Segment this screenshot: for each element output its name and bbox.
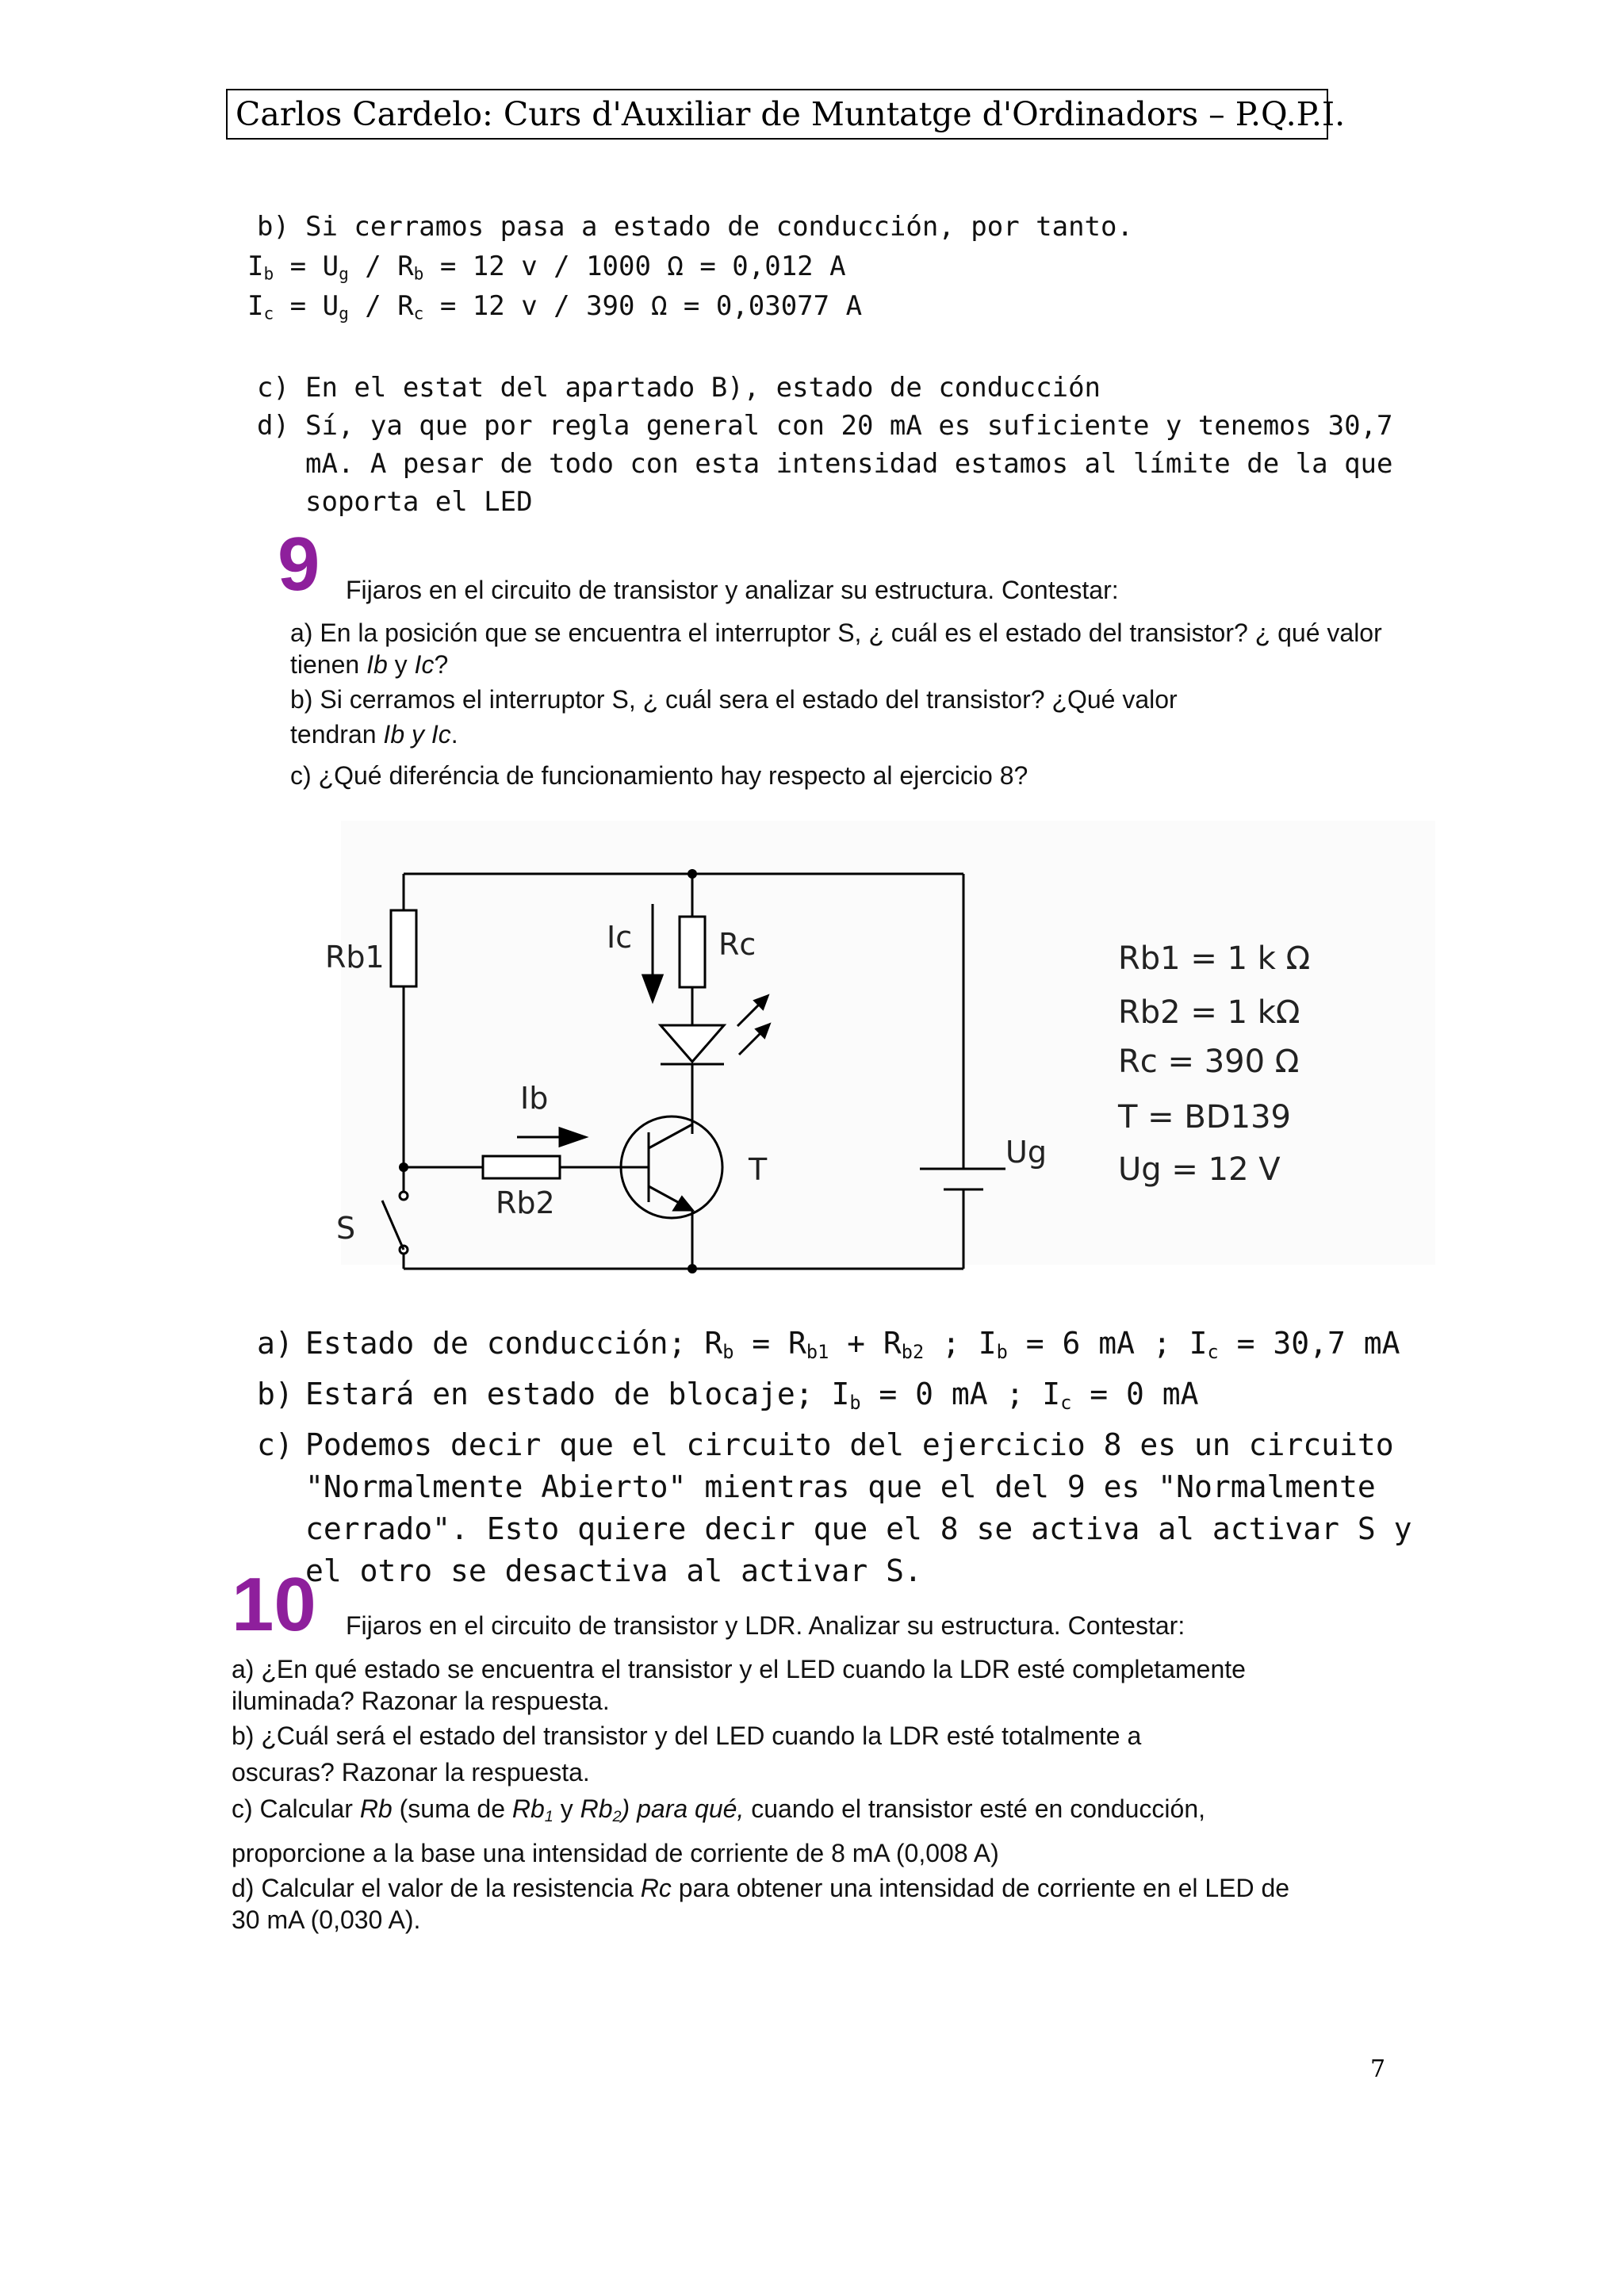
answer-c: c) En el estat del apartado B), estado de conducción bbox=[257, 372, 1101, 404]
exercise-9-question-c: c) ¿Qué diferéncia de funcionamiento hay respecto al ejercicio 8? bbox=[290, 761, 1028, 790]
exercise-9-question-b-line1: b) Si cerramos el interruptor S, ¿ cuál sera el estado del transistor? ¿Qué valor bbox=[290, 685, 1178, 714]
label-ic: Ic bbox=[607, 920, 633, 955]
exercise-9-answer-b: b) Estará en estado de blocaje; $I_b = 0$ mA ; $I_c = 0$ mA bbox=[257, 1376, 1199, 1414]
exercise-9-answers bbox=[257, 1323, 1431, 1592]
header-title: Carlos Cardelo: Curs d'Auxiliar de Muntatge d'Ordinadors – P.Q.P.I. bbox=[236, 95, 1346, 133]
exercise-9-answer-c: c) Podemos decir que el circuito del ejercicio 8 es un circuito "Normalmente Abierto" mientras que el del 9 es "Normalmente cerrado". Esto quiere decir que el 8 se activa al activar S y el otro se desactiva al activar S. bbox=[257, 1427, 1412, 1588]
exercise-10-intro: Fijaros en el circuito de transistor y LDR. Analizar su estructura. Contestar: bbox=[346, 1611, 1185, 1640]
answer-b: b) Si cerramos pasa a estado de conducción, por tanto. bbox=[257, 211, 1133, 243]
battery-ug bbox=[920, 1169, 1005, 1189]
exercise-10-question-a: a) ¿En qué estado se encuentra el transistor y el LED cuando la LDR esté completamente iluminada? Razonar la respuesta. bbox=[232, 1655, 1246, 1715]
value-ug: Ug = 12 V bbox=[1118, 1151, 1281, 1188]
value-rc: Rc = 390 Ω bbox=[1118, 1044, 1300, 1080]
ib-current-arrow bbox=[517, 1128, 585, 1146]
ic-current-arrow bbox=[643, 904, 662, 1001]
label-ug: Ug bbox=[1005, 1135, 1047, 1170]
label-ib: Ib bbox=[520, 1081, 549, 1116]
switch-s bbox=[382, 1192, 408, 1254]
exercise-10-number: 10 bbox=[232, 1562, 316, 1647]
ic-formula: $I_c = U_g / R_c = 12$ v / 390 Ω = 0,03077 A bbox=[247, 290, 863, 324]
value-rb1: Rb1 = 1 k Ω bbox=[1118, 940, 1311, 977]
rb1-resistor bbox=[391, 910, 416, 986]
label-s: S bbox=[336, 1211, 356, 1246]
exercise-9-question-b-line2: tendran Ib y Ic. bbox=[290, 720, 458, 749]
exercise-9-question-a: a) En la posición que se encuentra el interruptor S, ¿ cuál es el estado del transistor? ¿ qué valor tienen Ib y Ic? bbox=[290, 618, 1382, 679]
exercise-10-question-d: d) Calcular el valor de la resistencia Rc para obtener una intensidad de corriente en el LED de 30 mA (0,030 A). bbox=[232, 1873, 1290, 1934]
transistor-symbol bbox=[621, 1116, 722, 1218]
exercise-10-question-b: b) ¿Cuál será el estado del transistor y del LED cuando la LDR esté totalmente a oscuras? Razonar la respuesta. bbox=[232, 1721, 1142, 1787]
exercise-9-answer-a: a) Estado de conducción; $R_b = R_{b1} + R_{b2}$ ; $I_b = 6$ mA ; $I_c = 30,7$ mA bbox=[257, 1326, 1400, 1363]
rb2-resistor bbox=[483, 1156, 560, 1178]
ib-formula: $I_b = U_g / R_b = 12$ v / 1000 Ω = 0,012 A bbox=[247, 251, 846, 284]
answer-d: d) Sí, ya que por regla general con 20 mA es suficiente y tenemos 30,7 mA. A pesar de todo con esta intensidad estamos al límite de la que soporta el LED bbox=[257, 410, 1393, 518]
exercise-9-intro: Fijaros en el circuito de transistor y analizar su estructura. Contestar: bbox=[346, 576, 1119, 604]
exercise-9-number: 9 bbox=[278, 522, 320, 607]
exercise-10-questions bbox=[232, 1653, 1437, 1936]
label-t: T bbox=[749, 1152, 768, 1187]
exercise-10-question-c: c) Calcular Rb (suma de $Rb_1$ y $Rb_2$) para qué, cuando el transistor esté en conducción, proporcione a la base una intensidad de corriente de 8 mA (0,008 A) bbox=[232, 1794, 1205, 1867]
page-number: 7 bbox=[1370, 2055, 1386, 2083]
label-rb1: Rb1 bbox=[325, 940, 385, 975]
led-symbol bbox=[661, 996, 769, 1064]
label-rb2: Rb2 bbox=[496, 1185, 555, 1220]
value-t: T = BD139 bbox=[1118, 1099, 1291, 1136]
rc-resistor bbox=[680, 917, 705, 987]
label-rc: Rc bbox=[718, 927, 756, 962]
value-rb2: Rb2 = 1 kΩ bbox=[1118, 994, 1300, 1031]
